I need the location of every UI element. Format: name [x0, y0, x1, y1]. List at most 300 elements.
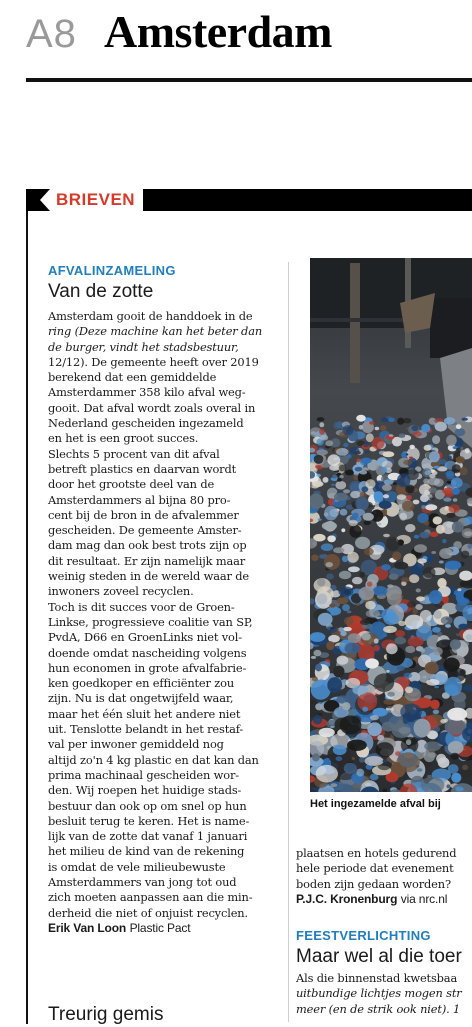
next-letter-headline: Treurig gemis [48, 1003, 163, 1027]
trash-blob [379, 501, 392, 509]
trash-blob [376, 742, 394, 757]
body-line: derheid die niet of onjuist recyclen. [48, 906, 284, 921]
trash-blob [436, 754, 446, 764]
trash-blob [381, 467, 388, 473]
trash-blob [345, 470, 354, 476]
trash-blob [409, 457, 413, 459]
page-header [0, 0, 472, 84]
trash-blob [359, 425, 363, 430]
trash-blob [319, 422, 324, 427]
trash-blob [374, 638, 379, 643]
body-line: meer (en de strik ook niet). 1 [296, 1002, 472, 1017]
trash-blob [316, 474, 321, 477]
trash-blob [342, 702, 350, 710]
trash-blob [387, 692, 395, 697]
trash-blob [441, 616, 453, 624]
trash-blob [382, 609, 396, 622]
trash-blob [330, 726, 334, 728]
trash-blob [416, 596, 425, 601]
trash-blob [439, 548, 452, 559]
trash-blob [436, 525, 445, 534]
body-line: bestuur dan ook op om snel op hun [48, 799, 284, 814]
trash-blob [456, 448, 460, 451]
trash-blob [341, 528, 345, 532]
trash-blob [456, 424, 462, 429]
trash-blob [318, 518, 322, 520]
trash-blob [317, 578, 325, 586]
trash-blob [399, 434, 406, 438]
body-line: Amsterdammer 358 kilo afval weg- [48, 385, 284, 400]
signature-name: P.J.C. Kronenburg [296, 892, 397, 906]
body-line: val per inwoner gemiddeld nog [48, 737, 284, 752]
trash-blob [430, 532, 438, 537]
trash-blob [461, 551, 470, 559]
trash-blob [403, 673, 412, 678]
trash-blob [366, 610, 380, 618]
trash-blob [330, 783, 337, 787]
trash-blob [423, 567, 436, 578]
trash-blob [324, 554, 340, 570]
trash-blob [311, 431, 316, 434]
body-line: den. Wij roepen het huidige stads- [48, 783, 284, 798]
trash-blob [383, 626, 397, 633]
waste-photo [310, 258, 472, 792]
trash-blob [387, 590, 402, 606]
trash-blob [327, 535, 336, 542]
trash-blob [317, 417, 325, 421]
trash-blob [444, 677, 462, 696]
trash-blob [429, 451, 440, 462]
body-line: altijd zo'n 4 kg plastic en dat kan dan [48, 753, 284, 768]
signature-org: via nrc.nl [401, 892, 448, 906]
body-line: ring (Deze machine kan het beter dan [48, 324, 284, 339]
trash-blob [452, 521, 464, 532]
trash-blob [332, 474, 337, 478]
body-line: Als die binnenstad kwetsbaa [296, 971, 472, 986]
trash-blob [327, 454, 340, 465]
trash-blob [386, 537, 400, 551]
trash-blob [344, 617, 354, 626]
trash-blob [342, 604, 350, 611]
letter-headline: Maar wel al die toer [296, 945, 472, 969]
trash-blob [355, 537, 370, 549]
trash-blob [456, 456, 465, 463]
trash-blob [443, 497, 451, 501]
trash-blob [397, 473, 410, 487]
trash-blob [442, 539, 447, 543]
body-line: het milieu de kind van de rekening [48, 844, 284, 859]
trash-blob [389, 434, 393, 437]
trash-blob [313, 715, 322, 725]
trash-blob [427, 752, 437, 757]
trash-blob [373, 645, 380, 652]
trash-blob [325, 440, 333, 446]
body-line: en het is een groot succes. [48, 431, 284, 446]
trash-blob [451, 478, 463, 488]
trash-blob [365, 756, 384, 766]
body-line: uitbundige lichtjes mogen str [296, 986, 472, 1001]
trash-blob [334, 422, 341, 429]
body-line: boden zijn gedaan worden? [296, 877, 472, 892]
body-line: Amsterdam gooit de handdoek in de [48, 309, 284, 324]
body-line: gooit. Dat afval wordt zoals overal in [48, 401, 284, 416]
trash-blob [412, 431, 422, 436]
body-line: berekend dat een gemiddelde [48, 370, 284, 385]
trash-blob [329, 604, 335, 608]
trash-blob [421, 424, 430, 433]
trash-blob [367, 581, 373, 586]
trash-blob [396, 752, 419, 772]
trash-blob [348, 566, 360, 572]
trash-blob [381, 564, 391, 570]
trash-blob [365, 601, 376, 610]
photo-caption: Het ingezamelde afval bij [310, 798, 472, 810]
letter-signature [48, 921, 284, 936]
body-line: hele periode dat evenement [296, 861, 472, 876]
trash-blob [433, 516, 442, 524]
trash-blob [425, 662, 439, 674]
trash-blob [363, 442, 369, 448]
trash-blob [317, 594, 328, 605]
trash-blob [331, 484, 335, 486]
trash-blob [408, 636, 424, 646]
trash-blob [412, 425, 419, 431]
trash-blob [355, 497, 369, 510]
trash-blob [352, 685, 367, 695]
trash-blob [333, 745, 347, 755]
trash-blob [324, 506, 338, 521]
trash-blob [359, 572, 365, 578]
trash-blob [337, 598, 349, 605]
letter-body [48, 309, 284, 936]
body-line: 12/12). De gemeente heeft over 2019 [48, 355, 284, 370]
trash-blob [374, 673, 394, 692]
trash-blob [414, 719, 431, 738]
trash-blob [361, 486, 368, 492]
trash-blob [434, 686, 439, 688]
trash-blob [337, 656, 349, 665]
trash-blob [414, 535, 419, 539]
letter-column-left [48, 262, 284, 936]
trash-blob [410, 445, 415, 449]
trash-blob [384, 479, 394, 485]
trash-blob [420, 648, 425, 653]
trash-blob [315, 703, 323, 710]
signature-org: Plastic Pact [130, 921, 191, 935]
trash-blob [343, 489, 350, 493]
trash-blob [456, 787, 464, 792]
trash-blob [421, 505, 426, 509]
trash-blob [311, 555, 319, 561]
trash-blob [359, 757, 365, 763]
trash-blob [310, 632, 325, 642]
trash-blob [446, 784, 450, 788]
trash-blob [362, 707, 368, 712]
trash-blob [375, 427, 380, 430]
column-divider [288, 262, 289, 1022]
trash-blob [414, 544, 427, 552]
trash-blob [312, 753, 320, 761]
trash-blob [401, 452, 406, 458]
body-line: gescheiden. De gemeente Amster- [48, 523, 284, 538]
trash-blob [359, 587, 375, 601]
trash-blob [322, 522, 337, 531]
trash-blob [457, 588, 461, 591]
trash-blob [340, 716, 362, 735]
trash-blob [424, 520, 430, 525]
body-line: dam mag dan ook best trots zijn op [48, 538, 284, 553]
body-line: Amsterdammers al bijna 80 pro- [48, 493, 284, 508]
trash-blob [340, 509, 348, 516]
trash-blob [426, 679, 439, 686]
trash-blob [377, 735, 384, 741]
trash-blob [394, 562, 408, 570]
trash-blob [349, 447, 359, 454]
body-line: besluit terug te keren. Het is name- [48, 814, 284, 829]
trash-blob [327, 677, 342, 693]
trash-blob [450, 639, 461, 649]
body-line: prima machinaal gescheiden wor- [48, 768, 284, 783]
trash-blob [459, 571, 472, 581]
trash-blob [320, 435, 328, 441]
trash-blob [380, 425, 386, 431]
body-line: PvdA, D66 en GroenLinks niet vol- [48, 630, 284, 645]
trash-blob [370, 715, 379, 720]
trash-blob [417, 558, 427, 563]
letter-kicker: FEESTVERLICHTING [296, 927, 472, 945]
trash-blob [359, 470, 367, 474]
trash-blob [312, 481, 323, 487]
body-line: Nederland gescheiden ingezameld [48, 416, 284, 431]
trash-blob [314, 455, 324, 464]
trash-blob [405, 524, 415, 532]
letter-kicker: AFVALINZAMELING [48, 262, 284, 280]
trash-blob [342, 556, 348, 562]
trash-blob [430, 497, 435, 500]
trash-blob [365, 451, 370, 454]
body-line: Slechts 5 procent van dit afval [48, 447, 284, 462]
letter-column-right [296, 846, 472, 1017]
trash-blob [373, 586, 388, 596]
left-rule [26, 211, 28, 1024]
body-line: door het grootste deel van de [48, 477, 284, 492]
trash-blob [326, 641, 334, 650]
trash-blob [424, 471, 430, 476]
trash-blob [316, 765, 338, 783]
trash-blob [407, 601, 416, 608]
trash-blob [316, 449, 328, 455]
trash-blob [460, 467, 468, 475]
letter-headline: Van de zotte [48, 280, 284, 304]
trash-blob [450, 753, 459, 760]
trash-blob [397, 494, 406, 500]
body-line: is omdat de vele milieubewuste [48, 860, 284, 875]
letter-body [296, 971, 472, 1017]
trash-blob [400, 704, 422, 720]
trash-blob [448, 764, 459, 774]
trash-blob [462, 765, 468, 770]
trash-blob [425, 504, 437, 510]
trash-blob [325, 627, 337, 634]
trash-blob [336, 448, 349, 456]
trash-blob [365, 658, 379, 668]
header-rule [26, 78, 472, 82]
trash-blob [381, 417, 388, 422]
trash-blob [319, 728, 335, 737]
trash-blob [458, 624, 468, 630]
letter-signature [296, 892, 472, 907]
trash-blob [347, 552, 359, 563]
trash-blob [369, 421, 374, 424]
trash-blob [314, 650, 322, 657]
trash-blob [343, 627, 352, 631]
body-line: cent bij de bron in de afvalemmer [48, 508, 284, 523]
trash-blob [455, 428, 466, 436]
body-line: doende omdat nascheiding volgens [48, 646, 284, 661]
trash-blob [365, 783, 372, 786]
trash-blob [424, 741, 441, 751]
trash-blob [465, 448, 470, 453]
trash-blob [424, 445, 432, 451]
body-line: Linkse, progressieve coalitie van SP, [48, 615, 284, 630]
trash-blob [364, 548, 374, 555]
trash-blob [343, 443, 348, 447]
trash-blob [397, 666, 405, 672]
trash-blob [395, 637, 407, 645]
trash-blob [417, 768, 423, 772]
trash-blob [356, 415, 366, 422]
trash-blob [419, 532, 429, 539]
trash-blob [350, 491, 360, 498]
trash-blob [446, 513, 455, 518]
trash-blob [443, 658, 459, 673]
trash-blob [467, 544, 472, 549]
trash-blob [446, 435, 457, 446]
trash-blob [338, 627, 343, 632]
trash-blob [428, 478, 440, 486]
trash-blob [453, 498, 457, 502]
section-label: BRIEVEN [50, 189, 143, 211]
trash-blob [392, 723, 412, 738]
trash-blob [349, 520, 358, 526]
body-line: Amsterdammers van jong tot oud [48, 875, 284, 890]
trash-blob [337, 478, 342, 482]
trash-blob [360, 619, 370, 625]
trash-blob [448, 741, 464, 754]
trash-blob [409, 574, 419, 583]
trash-blob [383, 760, 388, 763]
trash-blob [347, 740, 367, 751]
letter-body-right [296, 846, 472, 907]
trash-blob [386, 643, 398, 654]
trash-blob [333, 547, 344, 553]
trash-blob [325, 562, 333, 567]
body-line: uit. Tenslotte belandt in het restaf- [48, 722, 284, 737]
trash-blob [445, 624, 451, 628]
trash-blob [434, 610, 442, 619]
trash-blob [312, 677, 318, 682]
trash-blob [383, 699, 394, 705]
trash-blob [399, 513, 407, 521]
trash-blob [352, 513, 359, 518]
trash-blob [315, 664, 322, 672]
trash-blob [403, 460, 412, 465]
trash-blob [377, 523, 381, 526]
body-line: ken goedkoper en efficiënter zou [48, 676, 284, 691]
trash-blob [462, 418, 468, 421]
trash-blob [334, 493, 348, 501]
trash-blob [437, 632, 443, 637]
trash-blob [395, 630, 405, 637]
trash-blob [344, 763, 357, 774]
trash-blob [433, 710, 439, 715]
body-line: weinig steden in de wereld waar de [48, 569, 284, 584]
trash-blob [333, 666, 344, 678]
trash-blob [345, 643, 361, 655]
trash-blob [429, 590, 443, 604]
trash-blob [452, 488, 460, 495]
trash-blob [339, 465, 347, 472]
body-line: dit resultaat. Er zijn namelijk maar [48, 554, 284, 569]
trash-blob [398, 621, 405, 626]
trash-blob [389, 418, 395, 422]
trash-blob [437, 578, 446, 588]
body-line: lijk van de zotte dat vanaf 1 januari [48, 829, 284, 844]
trash-blob [457, 597, 470, 605]
trash-blob [402, 501, 415, 512]
trash-blob [347, 611, 352, 614]
trash-blob [448, 456, 452, 460]
trash-blob [451, 773, 461, 783]
trash-blob [406, 739, 411, 745]
trash-blob [420, 495, 429, 503]
trash-blob [340, 643, 344, 645]
body-line: plaatsen en hotels gedurend [296, 846, 472, 861]
trash-blob [445, 506, 449, 511]
trash-blob [336, 756, 343, 761]
page-number: A8 [26, 10, 77, 58]
trash-blob [352, 577, 363, 584]
trash-blob [447, 708, 467, 721]
trash-blob [416, 588, 421, 592]
trash-blob [405, 646, 415, 653]
trash-blob [349, 525, 361, 538]
trash-blob [326, 574, 334, 580]
trash-blob [383, 494, 389, 498]
trash-blob [429, 474, 435, 478]
trash-blob [435, 422, 447, 432]
trash-blob [372, 437, 385, 449]
trash-blob [383, 451, 395, 457]
trash-blob [387, 584, 393, 587]
body-line: hun economen in grote afvalfabrie- [48, 661, 284, 676]
trash-blob [427, 775, 432, 778]
trash-blob [321, 543, 333, 551]
trash-blob [360, 458, 369, 465]
trash-blob [347, 454, 351, 459]
trash-blob [338, 586, 353, 596]
section-title: Amsterdam [104, 4, 332, 60]
trash-blob [363, 521, 371, 526]
body-line: zich moeten aanpassen aan die min- [48, 890, 284, 905]
body-line: inwoners zoveel recyclen. [48, 584, 284, 599]
trash-blob [412, 608, 418, 614]
body-line: de burger, vindt het stadsbestuur, [48, 340, 284, 355]
trash-blob [433, 466, 439, 469]
trash-blob [397, 418, 404, 425]
trash-blob [445, 561, 462, 570]
trash-blob [383, 534, 390, 537]
